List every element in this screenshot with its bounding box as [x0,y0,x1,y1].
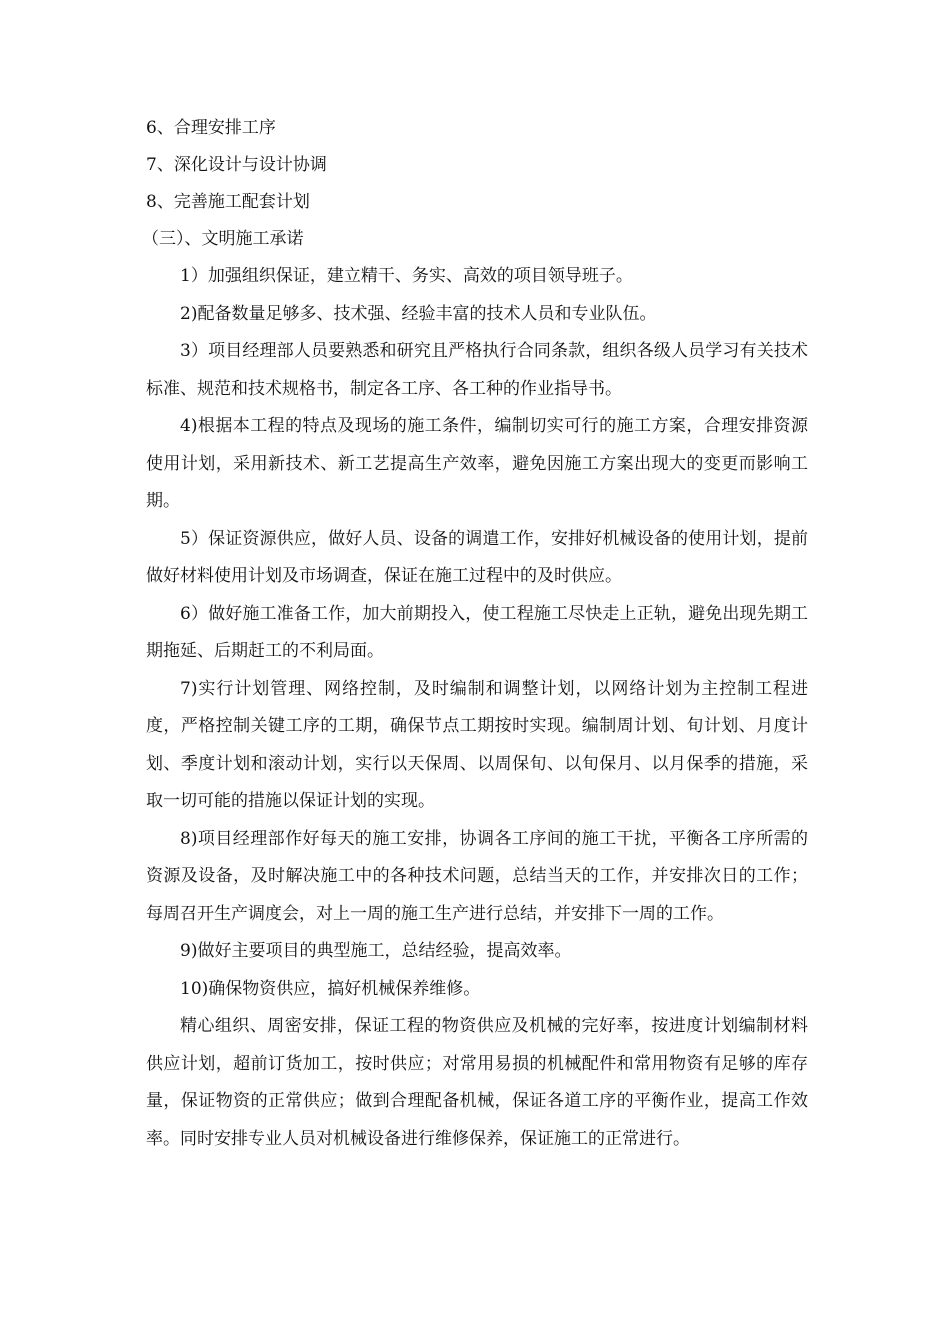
section-heading: （三）、文明施工承诺 [142,229,304,249]
paragraph: 精心组织、周密安排，保证工程的物资供应及机械的完好率，按进度计划编制材料供应计划，超前订货加工，按时供应；对常用易损的机械配件和常用物资有足够的库存量，保证物资的正常供应；做到合理配备机械，保证各道工序的平衡作业，提高工作效率。同时安排专业人员对机械设备进行维修保养，保证施工的正常进行。 [146,1016,808,1149]
list-item: 6、合理安排工序 [146,118,276,138]
paragraph: 3）项目经理部人员要熟悉和研究且严格执行合同条款，组织各级人员学习有关技术标准、规范和技术规格书，制定各工序、各工种的作业指导书。 [146,341,808,399]
list-item: 8、完善施工配套计划 [146,192,310,212]
paragraph: 4)根据本工程的特点及现场的施工条件，编制切实可行的施工方案，合理安排资源使用计划，采用新技术、新工艺提高生产效率，避免因施工方案出现大的变更而影响工期。 [146,416,808,511]
paragraph: 9)做好主要项目的典型施工，总结经验，提高效率。 [180,941,572,961]
document-body [142,110,808,1158]
paragraph: 7)实行计划管理、网络控制，及时编制和调整计划，以网络计划为主控制工程进度，严格控制关键工序的工期，确保节点工期按时实现。编制周计划、旬计划、月度计划、季度计划和滚动计划，实行以天保周、以周保旬、以旬保月、以月保季的措施，采取一切可能的措施以保证计划的实现。 [146,678,808,811]
paragraph: 5）保证资源供应，做好人员、设备的调遣工作，安排好机械设备的使用计划，提前做好材料使用计划及市场调查，保证在施工过程中的及时供应。 [146,528,808,586]
paragraph: 2)配备数量足够多、技术强、经验丰富的技术人员和专业队伍。 [180,303,657,324]
paragraph: 8)项目经理部作好每天的施工安排，协调各工序间的施工干扰，平衡各工序所需的资源及设备，及时解决施工中的各种技术问题，总结当天的工作，并安排次日的工作；每周召开生产调度会，对上一周的施工生产进行总结，并安排下一周的工作。 [146,828,808,924]
paragraph: 6）做好施工准备工作，加大前期投入，使工程施工尽快走上正轨，避免出现先期工期拖延、后期赶工的不利局面。 [146,603,808,661]
paragraph: 1）加强组织保证，建立精干、务实、高效的项目领导班子。 [180,266,633,286]
list-item: 7、深化设计与设计协调 [146,155,327,175]
paragraph: 10)确保物资供应，搞好机械保养维修。 [180,978,481,999]
